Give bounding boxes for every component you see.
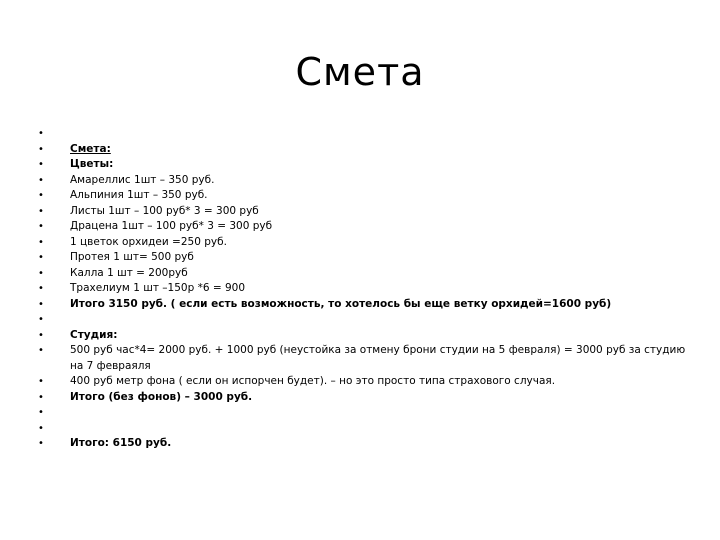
- list-item-text: Альпиния 1шт – 350 руб.: [70, 189, 208, 201]
- list-item-text: Итого: 6150 руб.: [70, 437, 172, 449]
- list-item: [38, 390, 688, 406]
- bullet-icon: •: [38, 391, 44, 403]
- bullet-icon: •: [38, 314, 44, 325]
- list-item: [38, 235, 688, 251]
- list-item: [38, 250, 688, 266]
- bullet-icon: •: [38, 252, 44, 263]
- list-item: [38, 204, 688, 220]
- bullet-icon: •: [38, 174, 44, 186]
- list-item: [38, 281, 688, 297]
- list-item: [38, 173, 688, 189]
- list-item-text: 400 руб метр фона ( если он испорчен будет). – но это просто типа страхового случая.: [70, 375, 556, 387]
- list-item: [38, 266, 688, 282]
- bullet-icon: •: [38, 159, 44, 170]
- list-item: [38, 343, 688, 374]
- bullet-icon: •: [38, 205, 44, 217]
- list-item-text: Смета:: [70, 142, 111, 155]
- list-item-text: 1 цветок орхидеи =250 руб.: [70, 235, 227, 248]
- bullet-icon: •: [38, 298, 44, 310]
- bullet-icon: •: [38, 376, 44, 387]
- list-item-text: Драцена 1шт – 100 руб* 3 = 300 руб: [70, 220, 273, 232]
- list-item: [38, 421, 688, 437]
- list-item-text: 500 руб час*4= 2000 руб. + 1000 руб (неустойка за отмену брони студии на 5 февраля) = 3000 руб за студию на 7 февраяля: [70, 344, 686, 372]
- list-item-text: Калла 1 шт = 200руб: [70, 266, 188, 279]
- bullet-icon: •: [38, 345, 44, 356]
- list-item-text: Цветы:: [70, 158, 114, 170]
- list-item: [38, 312, 688, 328]
- bullet-icon: •: [38, 329, 44, 341]
- list-item: [38, 374, 688, 390]
- list-item-text: Итого 3150 руб. ( если есть возможность, то хотелось бы еще ветку орхидей=1600 руб): [70, 297, 612, 310]
- slide-title: Смета: [295, 50, 425, 94]
- bullet-icon: •: [38, 422, 44, 434]
- bullet-icon: •: [38, 236, 44, 248]
- list-item-text: Амареллис 1шт – 350 руб.: [70, 173, 215, 186]
- list-item: [38, 328, 688, 344]
- list-item: [38, 405, 688, 421]
- list-item: [38, 297, 688, 313]
- bullet-icon: •: [38, 221, 44, 232]
- bullet-icon: •: [38, 128, 44, 139]
- list-item: [38, 188, 688, 204]
- bullet-icon: •: [38, 283, 44, 294]
- list-item-text: Студия:: [70, 328, 118, 341]
- bullet-icon: •: [38, 190, 44, 201]
- bullet-icon: •: [38, 267, 44, 279]
- bullet-icon: •: [38, 143, 44, 155]
- list-item: [38, 219, 688, 235]
- bullet-list: [38, 126, 688, 452]
- list-item: [38, 126, 688, 142]
- list-item: [38, 436, 688, 452]
- list-item-text: Листы 1шт – 100 руб* 3 = 300 руб: [70, 204, 259, 217]
- list-item-text: Протея 1 шт= 500 руб: [70, 251, 194, 263]
- bullet-icon: •: [38, 438, 44, 449]
- list-item-text: Итого (без фонов) – 3000 руб.: [70, 390, 253, 403]
- list-item: [38, 157, 688, 173]
- list-item-text: Трахелиум 1 шт –150р *6 = 900: [70, 282, 246, 294]
- bullet-icon: •: [38, 407, 44, 418]
- list-item: [38, 142, 688, 158]
